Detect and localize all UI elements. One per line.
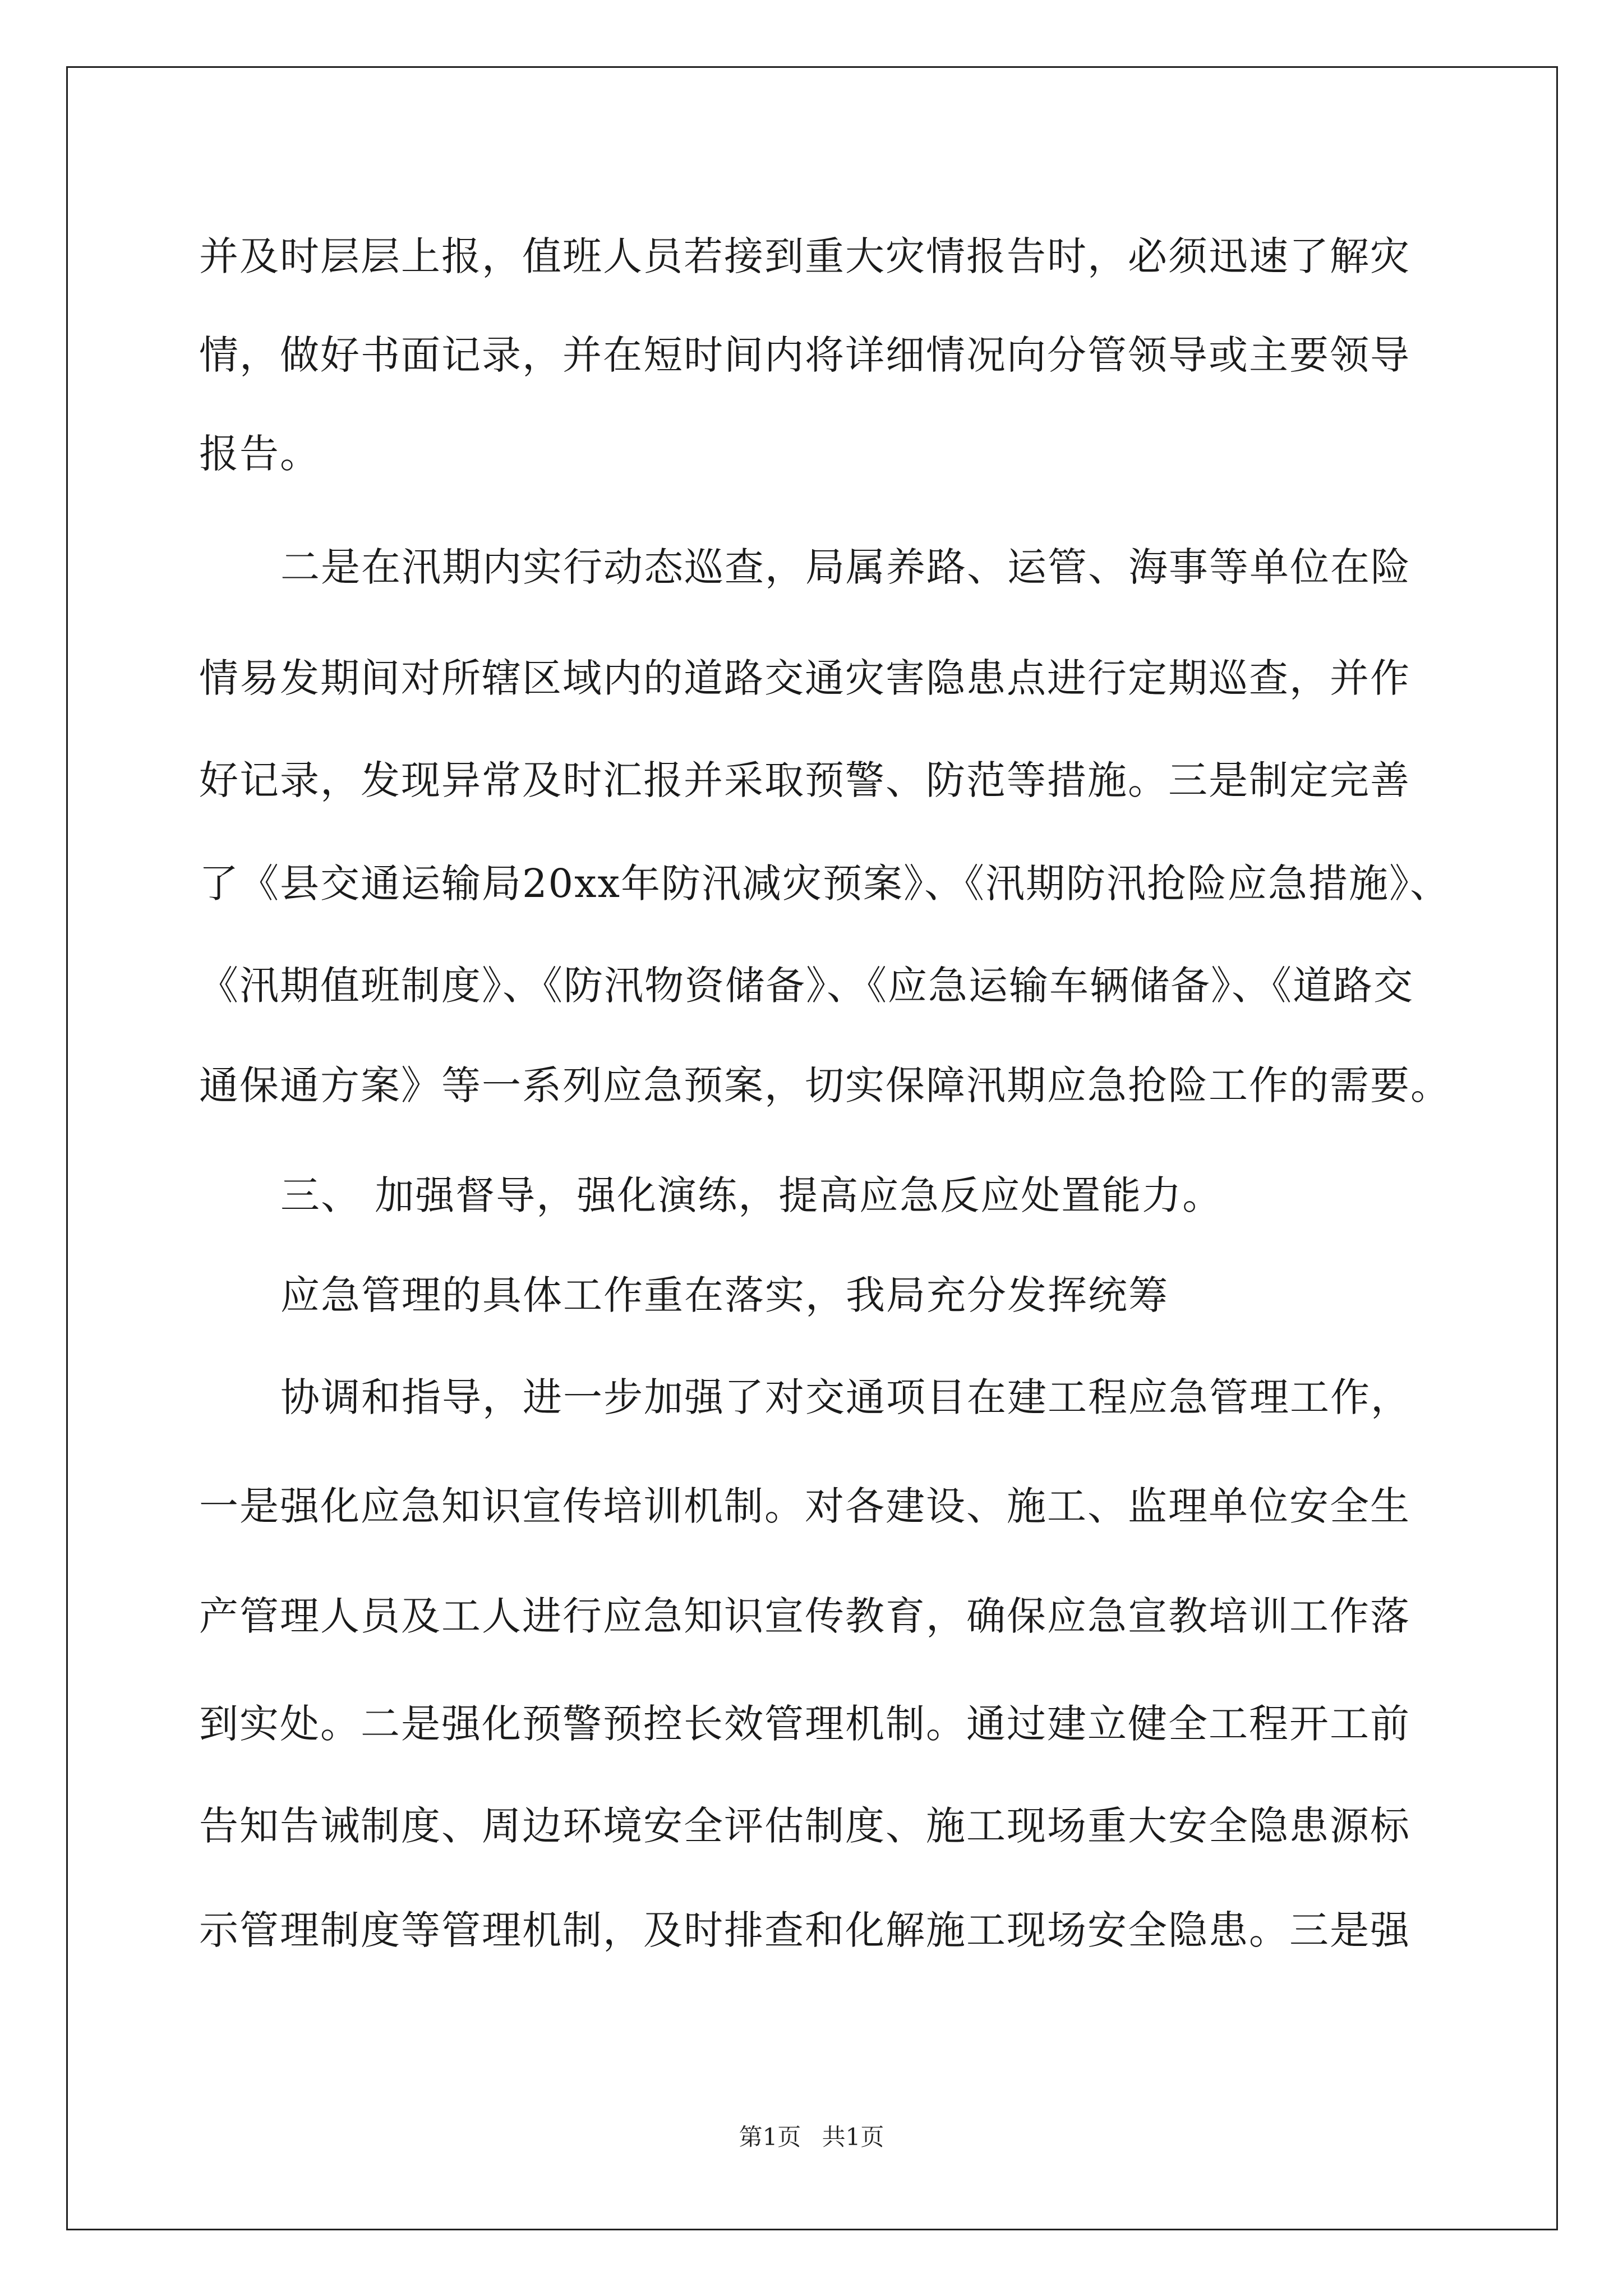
body-line-9: 通保通方案》等一系列应急预案，切实保障汛期应急抢险工作的需要。 bbox=[199, 1062, 1451, 1108]
body-line-7: 了《县交通运输局20xx年防汛减灾预案》、《汛期防汛抢险应急措施》、 bbox=[199, 861, 1451, 907]
body-line-16: 告知告诫制度、周边环境安全评估制度、施工现场重大安全隐患源标 bbox=[199, 1803, 1410, 1849]
page-footer bbox=[0, 2120, 1623, 2154]
body-line-3: 报告。 bbox=[199, 431, 320, 477]
body-line-1: 并及时层层上报，值班人员若接到重大灾情报告时，必须迅速了解灾 bbox=[199, 233, 1410, 279]
page-number-total: 共1页 bbox=[822, 2123, 884, 2151]
body-line-13: 一是强化应急知识宣传培训机制。对各建设、施工、监理单位安全生 bbox=[199, 1483, 1410, 1529]
body-line-6: 好记录，发现异常及时汇报并采取预警、防范等措施。三是制定完善 bbox=[199, 757, 1410, 803]
body-line-2: 情，做好书面记录，并在短时间内将详细情况向分管领导或主要领导 bbox=[199, 332, 1410, 378]
body-line-8: 《汛期值班制度》、《防汛物资储备》、《应急运输车辆储备》、《道路交 bbox=[199, 963, 1414, 1009]
body-line-5: 情易发期间对所辖区域内的道路交通灾害隐患点进行定期巡查，并作 bbox=[199, 655, 1410, 701]
page-number-current: 第1页 bbox=[739, 2123, 801, 2151]
body-line-14: 产管理人员及工人进行应急知识宣传教育，确保应急宣教培训工作落 bbox=[199, 1593, 1410, 1639]
body-line-17: 示管理制度等管理机制，及时排查和化解施工现场安全隐患。三是强 bbox=[199, 1907, 1410, 1953]
body-line-15: 到实处。二是强化预警预控长效管理机制。通过建立健全工程开工前 bbox=[199, 1701, 1410, 1747]
body-line-12: 协调和指导，进一步加强了对交通项目在建工程应急管理工作， bbox=[280, 1374, 1411, 1420]
body-line-11: 应急管理的具体工作重在落实，我局充分发挥统筹 bbox=[280, 1272, 1169, 1318]
section-heading: 三、 加强督导，强化演练，提高应急反应处置能力。 bbox=[280, 1172, 1223, 1218]
body-line-4: 二是在汛期内实行动态巡查，局属养路、运管、海事等单位在险 bbox=[280, 544, 1411, 590]
